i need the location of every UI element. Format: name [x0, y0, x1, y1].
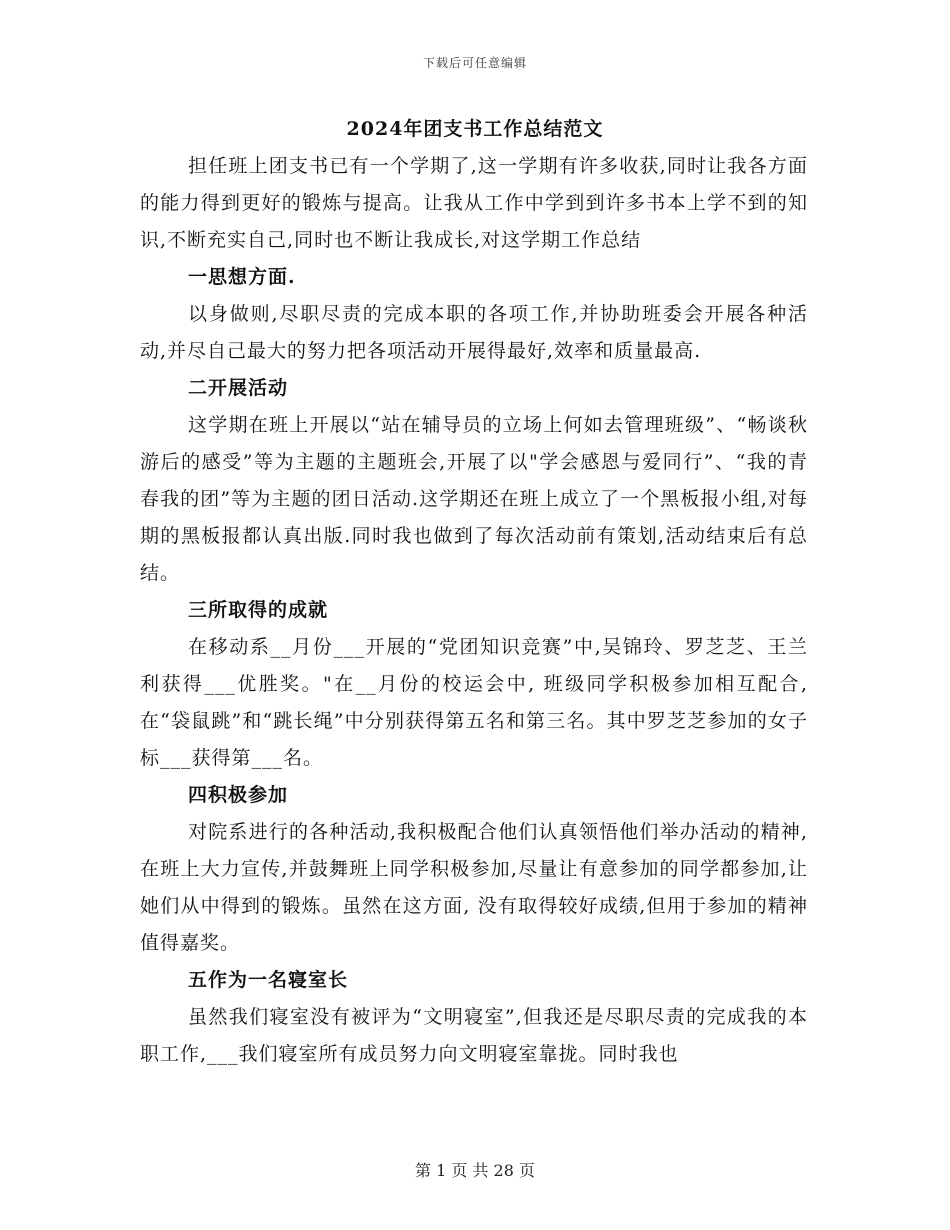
section-heading-achievements: 三所取得的成就	[188, 599, 329, 621]
section-paragraph-participation: 对院系进行的各种活动,我积极配合他们认真领悟他们举办活动的精神,在班上大力宣传,并鼓舞班上同学积极参加,尽量让有意参加的同学都参加,让她们从中得到的锻炼。虽然在这方面, 没有取得较好成绩,但用于参加的精神值得嘉奖。	[140, 821, 808, 954]
section-paragraph-dorm-leader: 虽然我们寝室没有被评为“文明寝室”,但我还是尽职尽责的完成我的本职工作,___我们寝室所有成员努力向文明寝室靠拢。同时我也	[140, 1006, 808, 1065]
section-paragraph-activities: 这学期在班上开展以“站在辅导员的立场上何如去管理班级”、“畅谈秋游后的感受”等为主题的主题班会,开展了以"学会感恩与爱同行”、“我的青春我的团”等为主题的团日活动.这学期还在班上成立了一个黑板报小组,对每期的黑板报都认真出版.同时我也做到了每次活动前有策划,活动结束后有总结。	[140, 414, 808, 584]
document-title: 2024年团支书工作总结范文	[346, 118, 604, 140]
page-number-footer: 第 1 页 共 28 页	[415, 1161, 535, 1180]
section-paragraph-achievements: 在移动系__月份___开展的“党团知识竞赛”中,吴锦玲、罗芝芝、王兰利获得___优胜奖。"在__月份的校运会中, 班级同学积极参加相互配合, 在“袋鼠跳”和“跳长绳”中分别获得第五名和第三名。其中罗芝芝参加的女子标___获得第___名。	[140, 636, 808, 769]
intro-paragraph: 担任班上团支书已有一个学期了,这一学期有许多收获,同时让我各方面的能力得到更好的锻炼与提高。让我从工作中学到到许多书本上学不到的知识,不断充实自己,同时也不断让我成长,对这学期工作总结	[140, 155, 808, 251]
section-heading-thought: 一思想方面.	[188, 266, 296, 288]
document-body	[140, 148, 808, 1073]
header-note: 下载后可任意编辑	[422, 56, 527, 70]
section-paragraph-thought: 以身做则,尽职尽责的完成本职的各项工作,并协助班委会开展各种活动,并尽自己最大的努力把各项活动开展得最好,效率和质量最高.	[140, 303, 808, 362]
section-heading-participation: 四积极参加	[188, 784, 289, 806]
section-heading-dorm-leader: 五作为一名寝室长	[188, 969, 349, 991]
section-heading-activities: 二开展活动	[188, 377, 289, 399]
